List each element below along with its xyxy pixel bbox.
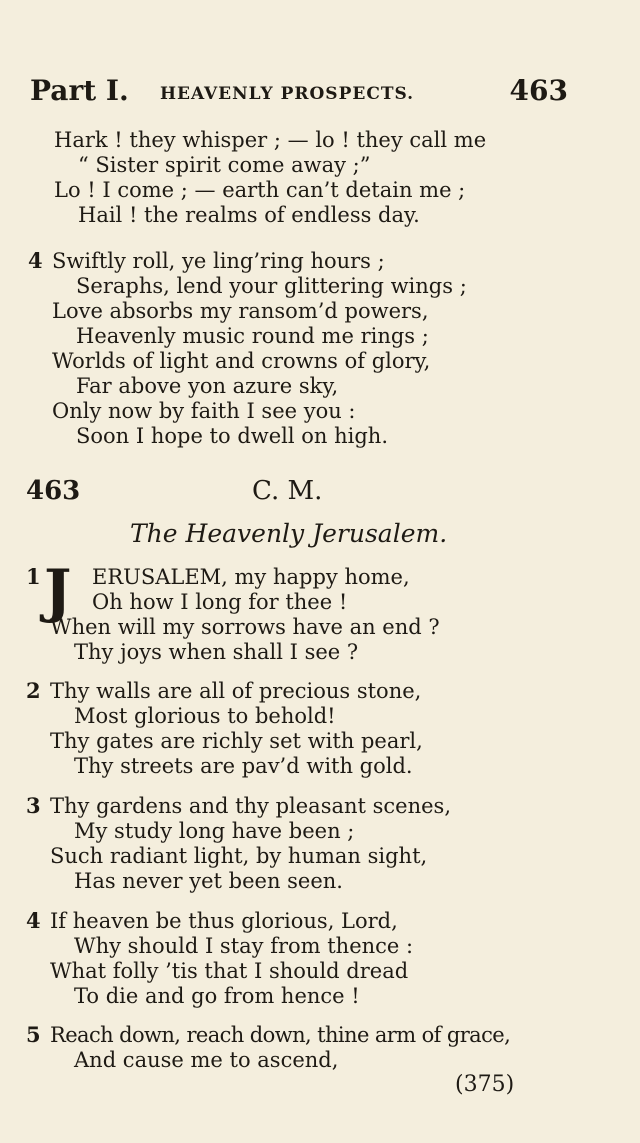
stanza-number: 4: [26, 908, 41, 933]
verse-line: Love absorbs my ransom’d powers,: [52, 299, 429, 323]
verse-line: Why should I stay from thence :: [74, 934, 414, 958]
verse-line: When will my sorrows have an end ?: [50, 615, 440, 639]
verse-line: Thy gardens and thy pleasant scenes,: [50, 794, 451, 818]
verse-line: To die and go from hence !: [74, 984, 360, 1008]
verse-line: Reach down, reach down, thine arm of grace,: [50, 1023, 511, 1047]
stanza-number: 4: [28, 248, 43, 273]
verse-line: Far above yon azure sky,: [76, 374, 339, 398]
verse-line: Swiftly roll, ye ling’ring hours ;: [52, 249, 385, 273]
verse-line: Most glorious to behold!: [74, 704, 336, 728]
verse-line: Hark ! they whisper ; — lo ! they call me: [54, 128, 487, 152]
stanza-number: 2: [26, 678, 41, 703]
hymn-number: 463: [26, 476, 81, 506]
verse-line: Thy joys when shall I see ?: [74, 640, 359, 664]
stanza-number: 3: [26, 793, 41, 818]
verse-line: Thy walls are all of precious stone,: [50, 679, 422, 703]
verse-line: Only now by faith I see you :: [52, 399, 356, 423]
verse-line: Lo ! I come ; — earth can’t detain me ;: [54, 178, 466, 202]
verse-line: Hail ! the realms of endless day.: [78, 203, 420, 227]
verse-line: Thy gates are richly set with pearl,: [50, 729, 423, 753]
hymn-title: The Heavenly Jerusalem.: [130, 519, 448, 548]
verse-line: If heaven be thus glorious, Lord,: [50, 909, 398, 933]
verse-line: What folly ’tis that I should dread: [50, 959, 409, 983]
verse-line: ERUSALEM, my happy home,: [92, 565, 410, 589]
verse-line: My study long have been ;: [74, 819, 355, 843]
verse-line: “ Sister spirit come away ;”: [78, 153, 371, 177]
verse-line: Seraphs, lend your glittering wings ;: [76, 274, 467, 298]
verse-line: And cause me to ascend,: [74, 1048, 339, 1072]
verse-line: Has never yet been seen.: [74, 869, 343, 893]
part-label: Part I.: [30, 74, 129, 107]
verse-line: Worlds of light and crowns of glory,: [52, 349, 431, 373]
drop-cap: J: [44, 557, 72, 625]
section-title: HEAVENLY PROSPECTS.: [160, 84, 415, 104]
verse-line: Thy streets are pav’d with gold.: [74, 754, 413, 778]
hymn-meter: C. M.: [252, 476, 323, 506]
verse-line: Heavenly music round me rings ;: [76, 324, 429, 348]
stanza-number: 5: [26, 1022, 41, 1047]
page-number: (375): [455, 1072, 515, 1097]
verse-line: Oh how I long for thee !: [92, 590, 348, 614]
verse-line: Soon I hope to dwell on high.: [76, 424, 388, 448]
stanza-number: 1: [26, 564, 41, 589]
verse-line: Such radiant light, by human sight,: [50, 844, 428, 868]
running-header: [30, 74, 568, 114]
header-hymn-number: 463: [509, 74, 568, 107]
